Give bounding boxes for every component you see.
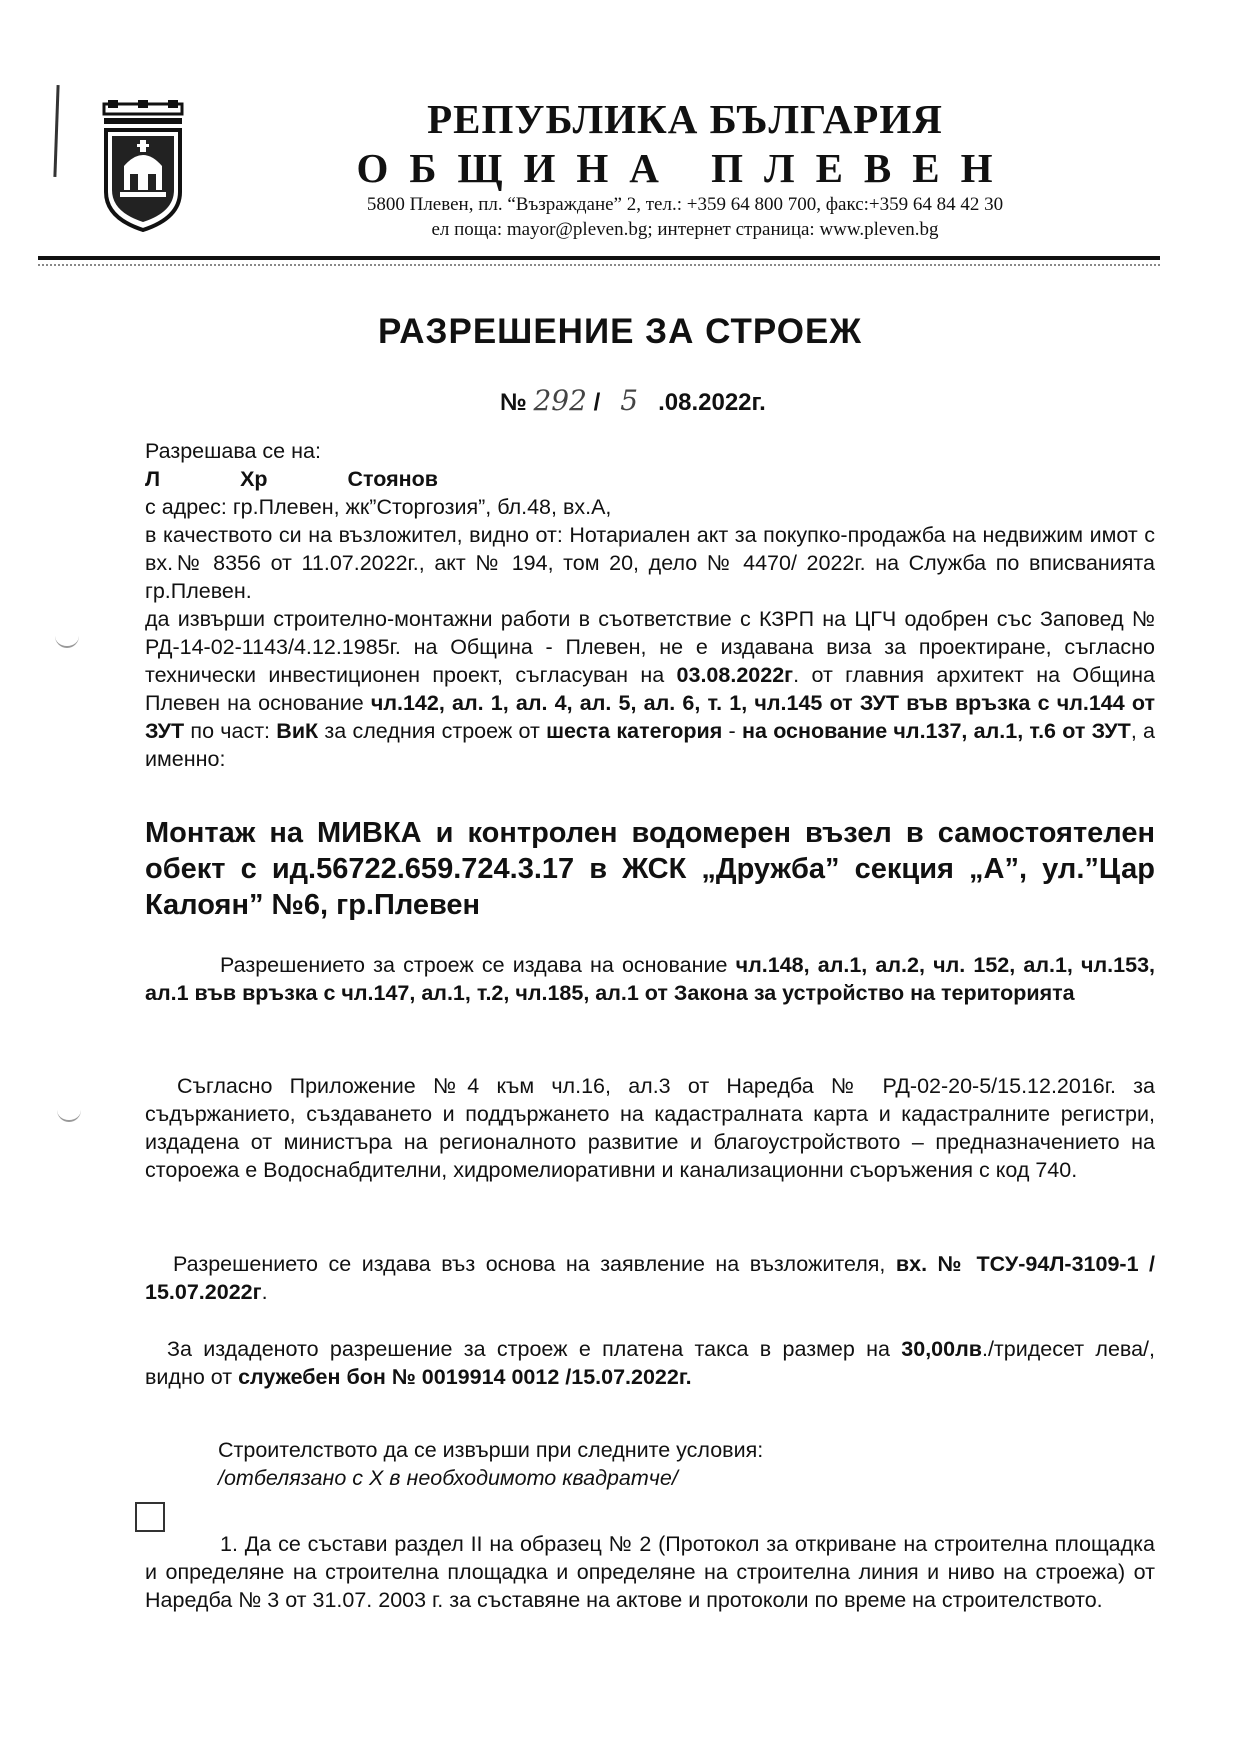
grantee-first-name: Л — [145, 467, 161, 491]
permit-number: 292 — [533, 384, 587, 417]
permit-day: 5 — [620, 384, 639, 417]
grant-intro: Разрешава се на: — [145, 439, 321, 463]
header-contacts: ел поща: mayor@pleven.bg; интернет страница: www.pleven.bg — [431, 219, 939, 240]
application-text: Разрешението се издава въз основа на заявление на възложителя, — [173, 1252, 896, 1276]
fee-receipt: служебен бон № 0019914 0012 /15.07.2022г. — [238, 1365, 692, 1389]
purpose-paragraph: Съгласно Приложение №4 към чл.16, ал.3 от Наредба № РД-02-20-5/15.12.2016г. за съдържанието, създаването и поддържането на кадастралната карта и кадастралните регистри, издадена от министъра на регионалното развитие и благоустройството – предназначението на стороежа е Водоснабдителни, хидромелиоративни и канализационни съоръжения с код 740. — [145, 1074, 1155, 1182]
permit-separator: / — [593, 389, 601, 416]
permit-no-label: № — [500, 389, 527, 416]
header-municipality: ОБЩИНА ПЛЕВЕН — [356, 145, 1014, 191]
header-divider — [38, 256, 1160, 260]
permit-date: .08.2022г. — [658, 389, 766, 416]
works-text-3: по част: — [184, 719, 277, 743]
permit-number-line — [500, 384, 766, 417]
application-paragraph — [145, 1250, 1155, 1306]
works-category: шеста категория — [546, 719, 723, 743]
fee-amount: 30,00лв — [901, 1337, 982, 1361]
legal-basis-text: Разрешението за строеж се издава на основание — [220, 953, 736, 977]
grantee-capacity: в качеството си на възложител, видно от: Нотариален акт за покупко-продажба на недвижим имот с вх.№ 8356 от 11.07.2022г., акт № 194, том 20, дело № 4470/ 2022г. на Служба по вписванията гр.Плевен. — [145, 523, 1155, 603]
works-text-1: да извърши строително-монтажни работи в съответствие с КЗРП на ЦГЧ одобрен със Заповед № РД-14-02-1143/4.12.1985г. на Община - Плевен, не е издавана виза за проектиране, съгласно технически инвестиционен проект, съгласуван на — [145, 607, 1155, 687]
conditions-note: /отбелязано с Х в необходимото квадратче/ — [218, 1466, 678, 1490]
legal-basis-articles: чл.148, ал.1, ал.2, чл. 152, ал.1, чл.153, ал.1 във връзка с чл.147, ал.1, т.2, чл.185, ал.1 от Закона за устройство на територията — [145, 953, 1155, 1005]
fee-paragraph — [145, 1335, 1155, 1391]
works-part: ВиК — [276, 719, 319, 743]
handwritten-margin-mark — [53, 85, 59, 177]
application-end: . — [261, 1280, 268, 1304]
document-title: РАЗРЕШЕНИЕ ЗА СТРОЕЖ — [378, 312, 862, 351]
works-approval-date: 03.08.2022г — [676, 663, 794, 687]
works-legal-basis: чл.142, ал. 1, ал. 4, ал. 5, ал. 6, т. 1, чл.145 от ЗУТ във връзка с чл.144 от ЗУТ — [145, 691, 1155, 743]
conditions-intro: Строителството да се извърши при следните условия: — [218, 1438, 764, 1462]
grantee-name — [145, 465, 1155, 493]
header-country: РЕПУБЛИКА БЪЛГАРИЯ — [427, 96, 943, 142]
legal-basis-paragraph — [145, 951, 1155, 1007]
header-divider-dotted — [38, 264, 1160, 267]
construction-object: Монтаж на МИВКА и контролен водомерен възел в самостоятелен обект с ид.56722.659.724.3.17 в ЖСК „Дружба” секция „А”, ул.”Цар Калоян” №6, гр.Плевен — [145, 817, 1155, 921]
works-paragraph — [145, 605, 1155, 773]
punch-hole-mark — [55, 630, 79, 648]
grantee-middle-name: Хр — [240, 467, 268, 491]
grantee-address: с адрес: гр.Плевен, жк”Сторгозия”, бл.48, вх.А, — [145, 495, 612, 519]
header-address: 5800 Плевен, пл. “Възраждане” 2, тел.: +359 64 800 700, факс:+359 64 84 42 30 — [366, 194, 1004, 215]
works-text-2: . от главния архитект на Община Плевен на основание — [145, 663, 1155, 715]
works-text-5: - — [722, 719, 742, 743]
pleven-coat-of-arms-icon — [100, 100, 186, 232]
punch-hole-mark — [57, 1104, 81, 1122]
fee-text: За издаденото разрешение за строеж е платена такса в размер на — [167, 1337, 902, 1361]
works-text-6: , а именно: — [145, 719, 1156, 771]
works-text-4: за следния строеж от — [318, 719, 547, 743]
condition-1-text: 1. Да се състави раздел II на образец № 2 (Протокол за откриване на строителна площадка и определяне на строителна площадка и определяне на строителна линия и ниво на строежа) от Наредба № 3 от 31.07. 2003 г. за съставяне на актове и протоколи по време на строителството. — [145, 1532, 1155, 1612]
application-number: вх. № ТСУ-94Л-3109-1 / 15.07.2022г — [145, 1252, 1155, 1304]
grantee-last-name: Стоянов — [347, 467, 439, 491]
fee-words: ./тридесет лева/, видно от — [145, 1337, 1155, 1389]
condition-1-checkbox[interactable] — [135, 1502, 165, 1532]
works-category-basis: на основание чл.137, ал.1, т.6 от ЗУТ — [741, 719, 1131, 743]
